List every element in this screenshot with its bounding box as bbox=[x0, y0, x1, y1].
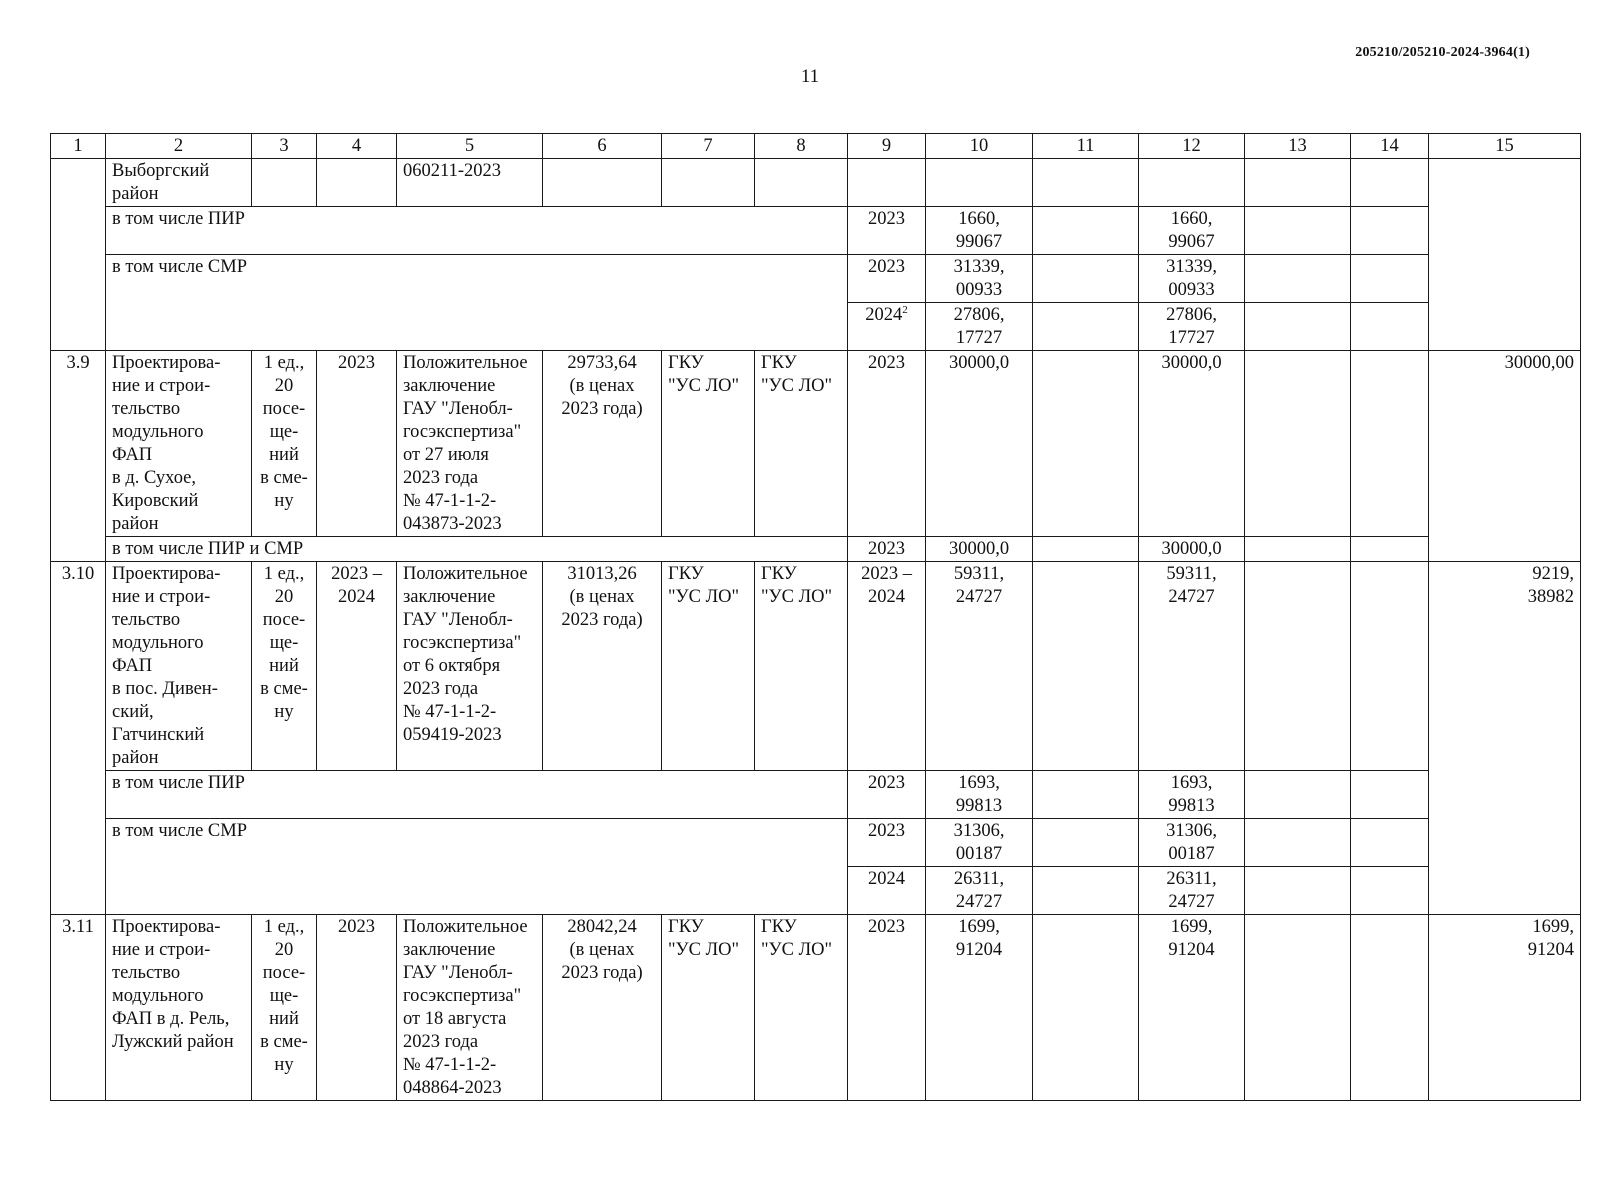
object-name-cell: Проектирова- ние и строи- тельство модульного ФАП в пос. Дивен- ский, Гатчинский район bbox=[106, 562, 252, 771]
col-header: 9 bbox=[848, 134, 926, 159]
col-header: 14 bbox=[1351, 134, 1429, 159]
col-header: 11 bbox=[1033, 134, 1139, 159]
col14-cell bbox=[1351, 867, 1429, 915]
col14-cell bbox=[1351, 207, 1429, 255]
period-cell: 2023 – 2024 bbox=[317, 562, 397, 771]
document-cell: Положительное заключение ГАУ "Ленобл- госэкспертиза" от 18 августа 2023 года № 47-1-1-2- 048864-2023 bbox=[397, 915, 543, 1101]
year-cell: 2024 bbox=[848, 867, 926, 915]
col10-cell: 31306, 00187 bbox=[926, 819, 1033, 867]
document-cell: Положительное заключение ГАУ "Ленобл- госэкспертиза" от 27 июля 2023 года № 47-1-1-2- 043873-2023 bbox=[397, 351, 543, 537]
year-cell: 2023 bbox=[848, 537, 926, 562]
customer-cell: ГКУ "УС ЛО" bbox=[662, 915, 755, 1101]
year-cell: 2023 – 2024 bbox=[848, 562, 926, 771]
col10-cell: 1660, 99067 bbox=[926, 207, 1033, 255]
document-id: 205210/205210-2024-3964(1) bbox=[1355, 45, 1530, 60]
col-header: 1 bbox=[51, 134, 106, 159]
subtotal-label: в том числе ПИР bbox=[106, 207, 848, 255]
subtotal-label: в том числе СМР bbox=[106, 819, 848, 915]
col12-cell: 30000,0 bbox=[1139, 537, 1245, 562]
period-cell: 2023 bbox=[317, 915, 397, 1101]
col12-cell bbox=[1139, 159, 1245, 207]
subtotal-label: в том числе ПИР и СМР bbox=[106, 537, 848, 562]
col11-cell bbox=[1033, 303, 1139, 351]
cost-cell: 31013,26 (в ценах 2023 года) bbox=[543, 562, 662, 771]
col12-cell: 1660, 99067 bbox=[1139, 207, 1245, 255]
col14-cell bbox=[1351, 771, 1429, 819]
table-row bbox=[51, 255, 1581, 303]
col13-cell bbox=[1245, 915, 1351, 1101]
row-number-cell: 3.11 bbox=[51, 915, 106, 1101]
table-row bbox=[51, 771, 1581, 819]
table-row bbox=[51, 915, 1581, 1101]
col12-cell: 1699, 91204 bbox=[1139, 915, 1245, 1101]
col14-cell bbox=[1351, 159, 1429, 207]
col14-cell bbox=[1351, 351, 1429, 537]
col12-cell: 59311, 24727 bbox=[1139, 562, 1245, 771]
period-cell bbox=[317, 159, 397, 207]
col13-cell bbox=[1245, 867, 1351, 915]
object-name-cell: Проектирова- ние и строи- тельство модульного ФАП в д. Рель, Лужский район bbox=[106, 915, 252, 1101]
capacity-cell: 1 ед., 20 посе- ще- ний в сме- ну bbox=[252, 351, 317, 537]
col-header: 15 bbox=[1429, 134, 1581, 159]
developer-cell bbox=[755, 159, 848, 207]
object-name-cell: Проектирова- ние и строи- тельство модульного ФАП в д. Сухое, Кировский район bbox=[106, 351, 252, 537]
col14-cell bbox=[1351, 303, 1429, 351]
col11-cell bbox=[1033, 819, 1139, 867]
col10-cell: 26311, 24727 bbox=[926, 867, 1033, 915]
col-header: 7 bbox=[662, 134, 755, 159]
col-header: 2 bbox=[106, 134, 252, 159]
col10-cell: 1693, 99813 bbox=[926, 771, 1033, 819]
col12-cell: 31339, 00933 bbox=[1139, 255, 1245, 303]
col15-cell: 1699, 91204 bbox=[1429, 915, 1581, 1101]
col10-cell: 31339, 00933 bbox=[926, 255, 1033, 303]
table-row bbox=[51, 819, 1581, 867]
year-cell: 2023 bbox=[848, 915, 926, 1101]
developer-cell: ГКУ "УС ЛО" bbox=[755, 915, 848, 1101]
row-number-cell bbox=[51, 159, 106, 351]
col12-cell: 1693, 99813 bbox=[1139, 771, 1245, 819]
year-cell bbox=[848, 303, 926, 351]
col-header: 6 bbox=[543, 134, 662, 159]
col12-cell: 30000,0 bbox=[1139, 351, 1245, 537]
col10-cell: 30000,0 bbox=[926, 351, 1033, 537]
col-header: 8 bbox=[755, 134, 848, 159]
col11-cell bbox=[1033, 915, 1139, 1101]
col14-cell bbox=[1351, 255, 1429, 303]
col11-cell bbox=[1033, 867, 1139, 915]
col10-cell: 1699, 91204 bbox=[926, 915, 1033, 1101]
col13-cell bbox=[1245, 351, 1351, 537]
capacity-cell bbox=[252, 159, 317, 207]
col10-cell bbox=[926, 159, 1033, 207]
col-header: 5 bbox=[397, 134, 543, 159]
col14-cell bbox=[1351, 562, 1429, 771]
col12-cell: 26311, 24727 bbox=[1139, 867, 1245, 915]
col15-cell: 9219, 38982 bbox=[1429, 562, 1581, 915]
column-number-row bbox=[51, 134, 1581, 159]
col15-cell: 30000,00 bbox=[1429, 351, 1581, 562]
table-row bbox=[51, 351, 1581, 537]
col11-cell bbox=[1033, 771, 1139, 819]
col10-cell: 59311, 24727 bbox=[926, 562, 1033, 771]
col14-cell bbox=[1351, 819, 1429, 867]
col13-cell bbox=[1245, 303, 1351, 351]
year-cell: 2023 bbox=[848, 819, 926, 867]
col14-cell bbox=[1351, 915, 1429, 1101]
col10-cell: 30000,0 bbox=[926, 537, 1033, 562]
col13-cell bbox=[1245, 819, 1351, 867]
col-header: 3 bbox=[252, 134, 317, 159]
col12-cell: 31306, 00187 bbox=[1139, 819, 1245, 867]
year-cell: 2023 bbox=[848, 771, 926, 819]
col13-cell bbox=[1245, 562, 1351, 771]
col11-cell bbox=[1033, 351, 1139, 537]
year-cell bbox=[848, 159, 926, 207]
col-header: 4 bbox=[317, 134, 397, 159]
col11-cell bbox=[1033, 537, 1139, 562]
year-cell: 2023 bbox=[848, 255, 926, 303]
developer-cell: ГКУ "УС ЛО" bbox=[755, 562, 848, 771]
col-header: 10 bbox=[926, 134, 1033, 159]
subtotal-label: в том числе СМР bbox=[106, 255, 848, 351]
row-number-cell: 3.10 bbox=[51, 562, 106, 915]
footnote-marker: 2 bbox=[902, 303, 908, 316]
col-header: 12 bbox=[1139, 134, 1245, 159]
col13-cell bbox=[1245, 771, 1351, 819]
col-header: 13 bbox=[1245, 134, 1351, 159]
table-row bbox=[51, 207, 1581, 255]
cost-cell: 29733,64 (в ценах 2023 года) bbox=[543, 351, 662, 537]
capacity-cell: 1 ед., 20 посе- ще- ний в сме- ну bbox=[252, 562, 317, 771]
object-name-cell: Выборгский район bbox=[106, 159, 252, 207]
col10-cell: 27806, 17727 bbox=[926, 303, 1033, 351]
col13-cell bbox=[1245, 537, 1351, 562]
col11-cell bbox=[1033, 562, 1139, 771]
budget-table bbox=[50, 133, 1581, 1101]
cost-cell bbox=[543, 159, 662, 207]
developer-cell: ГКУ "УС ЛО" bbox=[755, 351, 848, 537]
period-cell: 2023 bbox=[317, 351, 397, 537]
customer-cell bbox=[662, 159, 755, 207]
row-number-cell: 3.9 bbox=[51, 351, 106, 562]
page-number: 11 bbox=[800, 66, 820, 87]
document-cell: 060211-2023 bbox=[397, 159, 543, 207]
customer-cell: ГКУ "УС ЛО" bbox=[662, 562, 755, 771]
col14-cell bbox=[1351, 537, 1429, 562]
col13-cell bbox=[1245, 207, 1351, 255]
table-row bbox=[51, 562, 1581, 771]
subtotal-label: в том числе ПИР bbox=[106, 771, 848, 819]
year-value: 2024 bbox=[865, 305, 903, 325]
col12-cell: 27806, 17727 bbox=[1139, 303, 1245, 351]
capacity-cell: 1 ед., 20 посе- ще- ний в сме- ну bbox=[252, 915, 317, 1101]
col11-cell bbox=[1033, 255, 1139, 303]
col13-cell bbox=[1245, 159, 1351, 207]
col11-cell bbox=[1033, 159, 1139, 207]
col11-cell bbox=[1033, 207, 1139, 255]
document-cell: Положительное заключение ГАУ "Ленобл- госэкспертиза" от 6 октября 2023 года № 47-1-1-2- 059419-2023 bbox=[397, 562, 543, 771]
col15-cell bbox=[1429, 159, 1581, 351]
year-cell: 2023 bbox=[848, 207, 926, 255]
table-row bbox=[51, 159, 1581, 207]
table-row bbox=[51, 537, 1581, 562]
customer-cell: ГКУ "УС ЛО" bbox=[662, 351, 755, 537]
year-cell: 2023 bbox=[848, 351, 926, 537]
col13-cell bbox=[1245, 255, 1351, 303]
cost-cell: 28042,24 (в ценах 2023 года) bbox=[543, 915, 662, 1101]
